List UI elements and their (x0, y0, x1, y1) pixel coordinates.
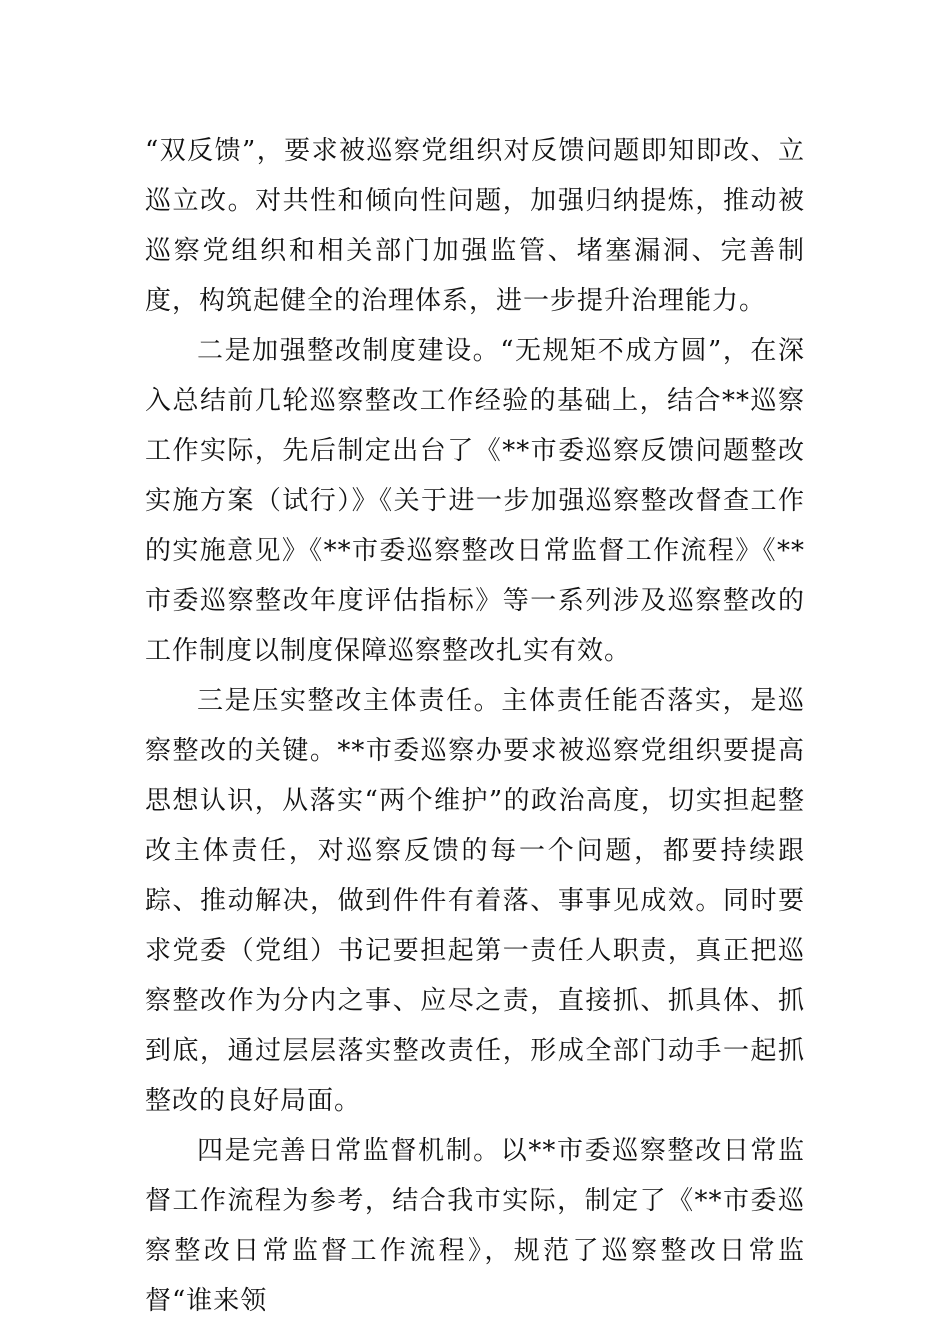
paragraph-rectification-system: 二是加强整改制度建设。“无规矩不成方圆”，在深入总结前几轮巡察整改工作经验的基础上，结合**巡察工作实际，先后制定出台了《**市委巡察反馈问题整改实施方案（试行）》《关于进一步加强巡察整改督查工作的实施意见》《**市委巡察整改日常监督工作流程》《**市委巡察整改年度评估指标》等一系列涉及巡察整改的工作制度以制度保障巡察整改扎实有效。 (145, 336, 805, 666)
paragraph-daily-supervision: 四是完善日常监督机制。以**市委巡察整改日常监督工作流程为参考，结合我市实际，制定了《**市委巡察整改日常监督工作流程》，规范了巡察整改日常监督“谁来领 (145, 1136, 805, 1316)
document-body (145, 126, 805, 1326)
paragraph-main-responsibility: 三是压实整改主体责任。主体责任能否落实，是巡察整改的关键。**市委巡察办要求被巡察党组织要提高思想认识，从落实“两个维护”的政治高度，切实担起整改主体责任，对巡察反馈的每一个问题，都要持续跟踪、推动解决，做到件件有着落、事事见成效。同时要求党委（党组）书记要担起第一责任人职责，真正把巡察整改作为分内之事、应尽之责，直接抓、抓具体、抓到底，通过层层落实整改责任，形成全部门动手一起抓整改的良好局面。 (145, 686, 805, 1116)
paragraph-continued: “双反馈”，要求被巡察党组织对反馈问题即知即改、立巡立改。对共性和倾向性问题，加强归纳提炼，推动被巡察党组织和相关部门加强监管、堵塞漏洞、完善制度，构筑起健全的治理体系，进一步提升治理能力。 (145, 136, 805, 316)
